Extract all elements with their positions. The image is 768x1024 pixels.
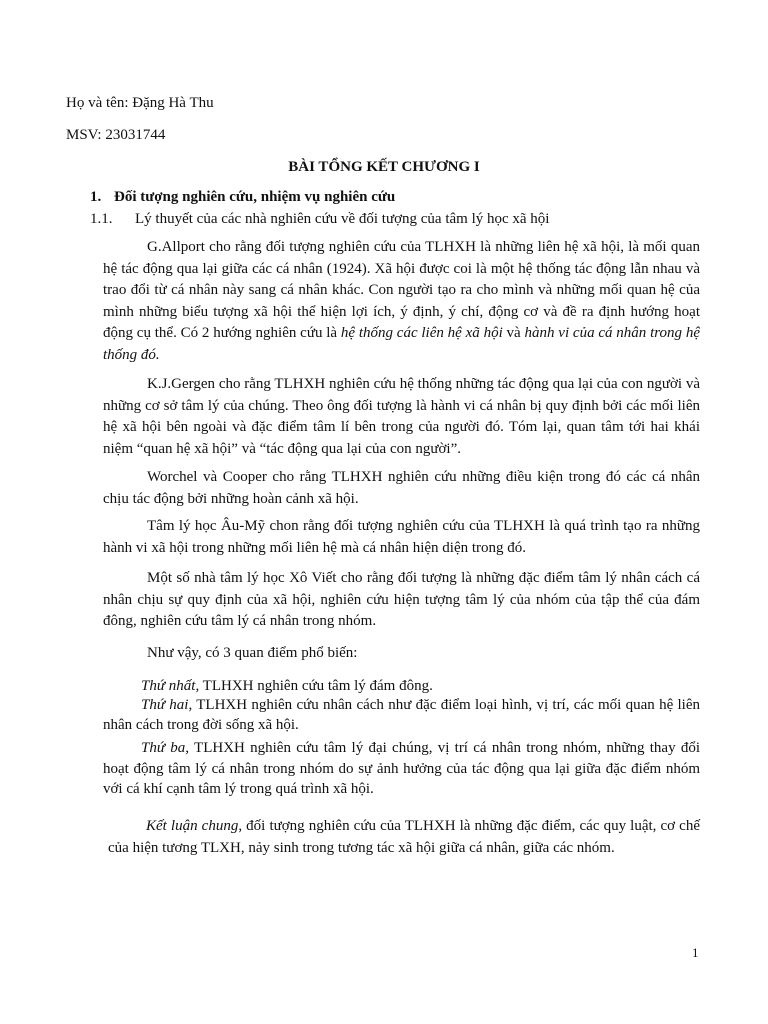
paragraph-gergen [103,374,700,460]
section-number: 1. [90,189,102,205]
paragraph-allport-text: G.Allport cho rằng đối tượng nghiên cứu của TLHXH là những liên hệ xã hội, là mối quan hệ tác động qua lại giữa các cá nhân (1924). Xã hội được coi là một hệ thống tác động lẫn nhau và trao đổi từ cá nhân này sang cá nhân khác. Con người tạo ra cho mình và những mối quan hệ của mình những biểu tượng xã hội thể hiện lợi ích, ý định, ý chí, động cơ và đề ra định hướng hoạt động cụ thể. Có 2 hướng nghiên cứu là [103,239,700,341]
document-title: BÀI TỔNG KẾT CHƯƠNG I [288,159,480,175]
subsection-heading: Lý thuyết của các nhà nghiên cứu về đối tượng của tâm lý học xã hội [135,211,550,227]
paragraph-worchel-cooper-text: Worchel và Cooper cho rằng TLHXH nghiên cứu những điều kiện trong đó các cá nhân chịu tác động bởi những hoàn cảnh xã hội. [103,469,700,507]
viewpoint-third-label: Thứ ba, [141,740,190,756]
paragraph-allport [103,237,700,366]
viewpoint-second-label: Thứ hai, [141,697,193,713]
paragraph-soviet [103,568,700,633]
paragraph-summary-intro-text: Như vậy, có 3 quan điểm phổ biến: [147,645,358,661]
emphasis-social-relations: hệ thống các liên hệ xã hội [340,325,503,341]
paragraph-gergen-text: K.J.Gergen cho rằng TLHXH nghiên cứu hệ thống những tác động qua lại của con người và những cơ sở tâm lý của chúng. Theo ông đối tượng là hành vi cá nhân bị quy định bởi các mối liên hệ xã hội bên ngoài và đặc điểm tâm lí bên trong của người đó. Tóm lại, quan tâm tới hai khái niệm “quan hệ xã hội” và “tác động qua lại của con người”. [103,376,700,457]
emphasis-individual-behavior: hành vi của cá nhân trong hệ thống đó. [103,325,700,363]
viewpoint-first-text: TLHXH nghiên cứu tâm lý đám đông. [199,678,433,694]
paragraph-euro-american [103,516,700,559]
viewpoint-third [103,738,700,800]
viewpoint-first-label: Thứ nhất, [141,678,200,694]
viewpoint-first [103,677,700,697]
student-id-line: MSV: 23031744 [66,127,166,143]
subsection-number: 1.1. [90,211,113,227]
student-name-line: Họ và tên: Đặng Hà Thu [66,95,214,111]
viewpoint-second-text: TLHXH nghiên cứu nhân cách như đặc điểm loại hình, vị trí, các mối quan hệ liên nhân cách trong đời sống xã hội. [103,697,700,733]
viewpoint-second [103,696,700,735]
paragraph-conclusion [108,815,700,859]
paragraph-summary-intro [103,643,700,665]
conclusion-text: , đối tượng nghiên cứu của TLHXH là những đặc điểm, các quy luật, cơ chế của hiện tương TLXH, nảy sinh trong tương tác xã hội giữa cá nhân, giữa các nhóm. [108,818,700,856]
page-number: 1 [692,945,699,960]
paragraph-worchel-cooper [103,467,700,510]
paragraph-soviet-text: Một số nhà tâm lý học Xô Viết cho rằng đối tượng là những đặc điểm tâm lý nhân cách cá nhân chịu sự quy định của xã hội, nghiên cứu hiện tượng tâm lý của nhóm của tập thể của đám đông, nghiên cứu tâm lý cá nhân trong nhóm. [103,570,700,629]
viewpoint-third-text: TLHXH nghiên cứu tâm lý đại chúng, vị trí cá nhân trong nhóm, những thay đổi hoạt động tâm lý cá nhân trong nhóm do sự ảnh hưởng của tác động qua lại giữa đặc điểm nhóm với cá khí cạnh tâm lý trong quá trình xã hội. [103,740,700,797]
paragraph-euro-american-text: Tâm lý học Âu-Mỹ chon rằng đối tượng nghiên cứu của TLHXH là quá trình tạo ra những hành vi xã hội trong những mối liên hệ mà cá nhân hiện diện trong đó. [103,518,700,556]
conclusion-label: Kết luận chung [146,818,239,834]
section-heading: Đối tượng nghiên cứu, nhiệm vụ nghiên cứu [114,189,396,205]
conjunction: và [502,325,525,341]
